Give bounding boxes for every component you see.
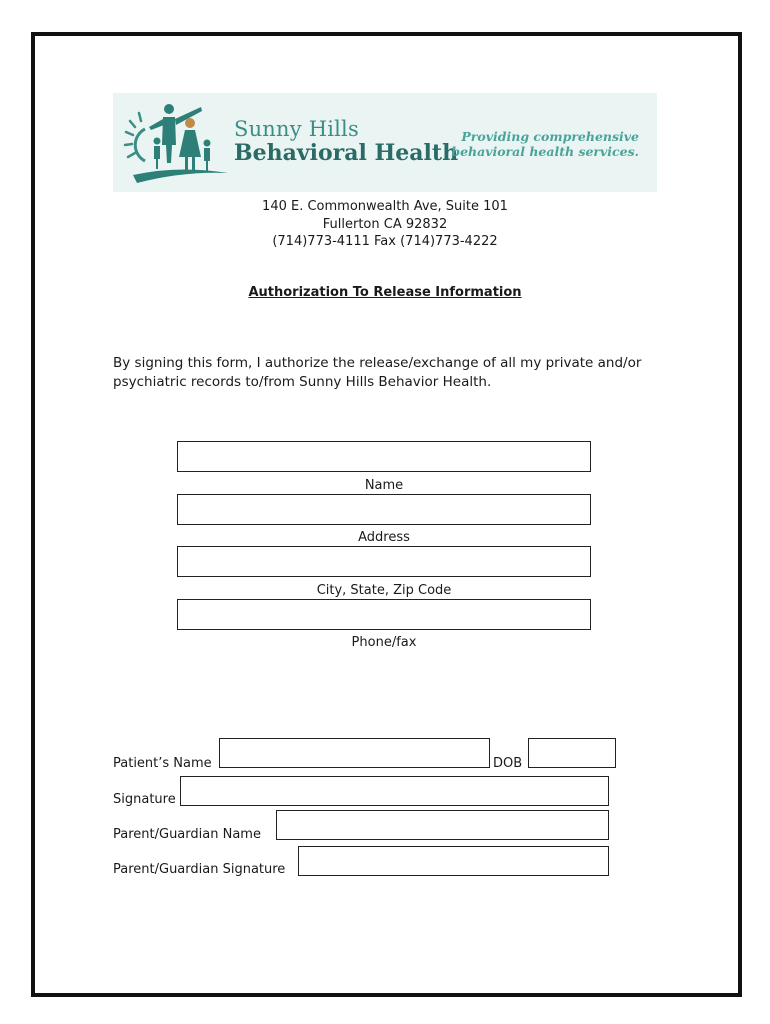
brand-name-line2: Behavioral Health — [234, 140, 459, 166]
header-banner — [113, 93, 657, 192]
recipient-name-input[interactable] — [177, 441, 591, 472]
address-line2: Fullerton CA 92832 — [322, 216, 448, 232]
dob-input[interactable] — [528, 738, 616, 768]
tagline-line1: Providing comprehensive — [461, 129, 639, 144]
tagline — [439, 129, 639, 159]
recipient-address-label: Address — [358, 530, 410, 545]
recipient-city-state-zip-label: City, State, Zip Code — [316, 583, 452, 598]
guardian-name-input[interactable] — [276, 810, 609, 840]
guardian-signature-label: Parent/Guardian Signature — [113, 862, 286, 877]
patient-name-input[interactable] — [219, 738, 490, 768]
recipient-phone-fax-label: Phone/fax — [351, 635, 417, 650]
address-line3: (714)773-4111 Fax (714)773-4222 — [272, 234, 498, 249]
form-title: Authorization To Release Information — [248, 285, 522, 300]
brand-name-line1: Sunny Hills — [234, 117, 359, 141]
patient-name-label: Patient’s Name — [113, 756, 212, 771]
family-logo-icon — [123, 99, 238, 187]
intro-paragraph: By signing this form, I authorize the release/exchange of all my private and/or psychiatric records to/from Sunny Hills Behavior Health. — [113, 355, 642, 390]
recipient-city-state-zip-input[interactable] — [177, 546, 591, 577]
address-line1: 140 E. Commonwealth Ave, Suite 101 — [262, 199, 508, 214]
tagline-line2: behavioral health services. — [451, 144, 639, 159]
recipient-phone-fax-input[interactable] — [177, 599, 591, 630]
signature-label: Signature — [113, 792, 176, 807]
recipient-name-label: Name — [364, 478, 404, 493]
dob-label: DOB — [493, 756, 523, 771]
guardian-signature-input[interactable] — [298, 846, 609, 876]
signature-input[interactable] — [180, 776, 609, 806]
guardian-name-label: Parent/Guardian Name — [113, 827, 261, 842]
recipient-address-input[interactable] — [177, 494, 591, 525]
